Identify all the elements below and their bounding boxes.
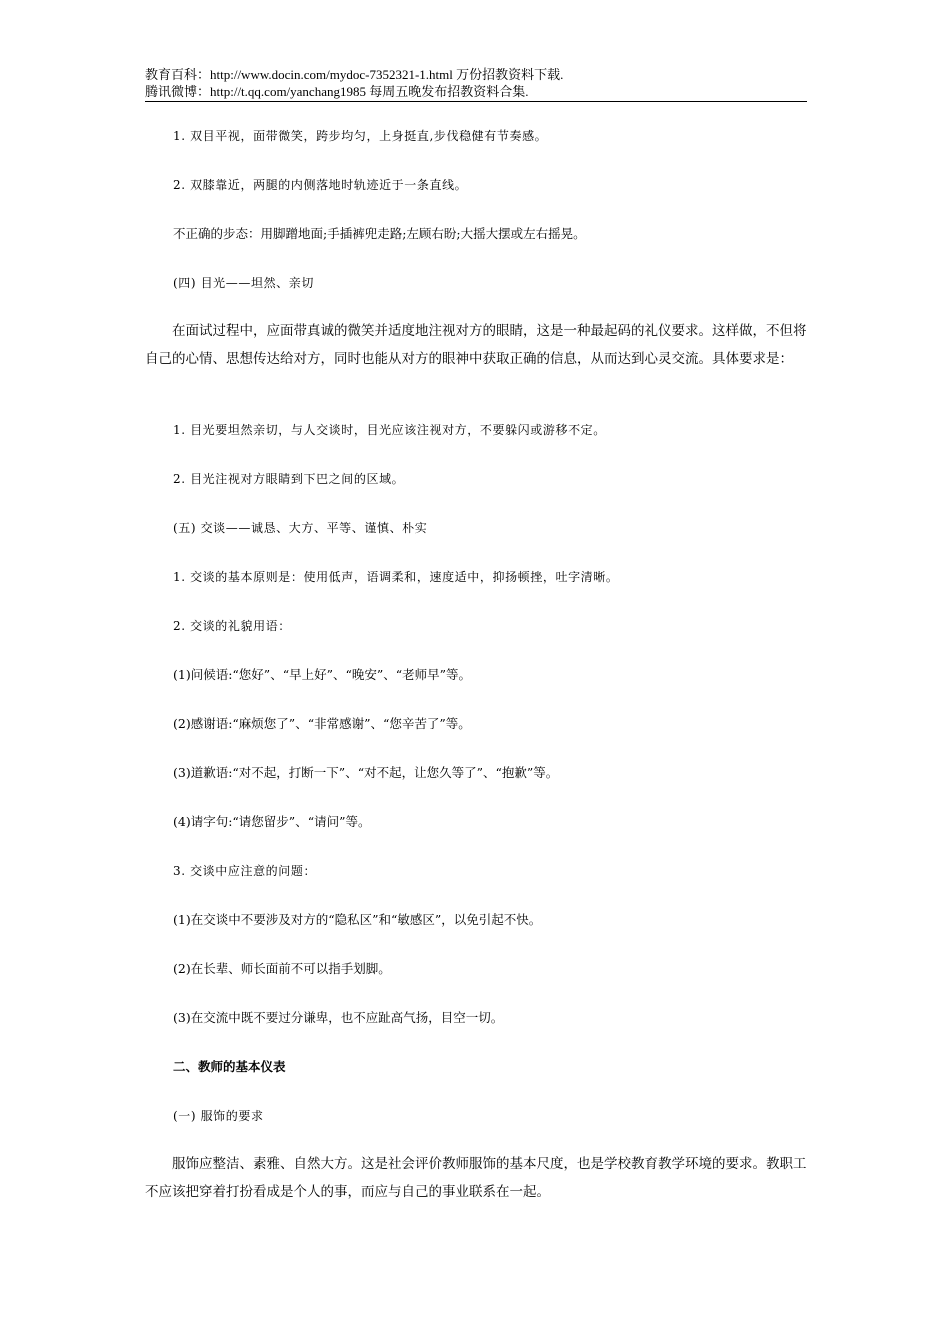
polite-phrase-3: (3)道歉语:“对不起，打断一下”、“对不起，让您久等了”、“抱歉”等。	[173, 765, 559, 780]
section-heading-appearance: 二、教师的基本仪表	[173, 1059, 286, 1074]
incorrect-gait: 不正确的步态：用脚蹭地面;手插裤兜走路;左顾右盼;大摇大摆或左右摇晃。	[173, 226, 586, 241]
gaze-paragraph: 在面试过程中，应面带真诚的微笑并适度地注视对方的眼睛，这是一种最起码的礼仪要求。这样做，不但将自己的心情、思想传达给对方，同时也能从对方的眼神中获取正确的信息，从而达到心灵交流。具体要求是：	[145, 323, 807, 367]
section-heading-gaze: (四) 目光——坦然、亲切	[173, 276, 314, 290]
conversation-principle: 1. 交谈的基本原则是：使用低声，语调柔和，速度适中，抑扬顿挫，吐字清晰。	[173, 570, 619, 584]
attention-issue-3: (3)在交流中既不要过分谦卑，也不应趾高气扬，目空一切。	[173, 1010, 504, 1025]
header-divider	[145, 101, 807, 102]
header-line-2: 腾讯微博：http://t.qq.com/yanchang1985 每周五晚发布招教资料合集.	[145, 84, 529, 99]
attention-issues-heading: 3. 交谈中应注意的问题：	[173, 864, 317, 878]
gaze-point-1: 1. 目光要坦然亲切，与人交谈时，目光应该注视对方，不要躲闪或游移不定。	[173, 423, 606, 437]
walk-point-2: 2. 双膝靠近，两腿的内侧落地时轨迹近于一条直线。	[173, 178, 468, 192]
attention-issue-1: (1)在交谈中不要涉及对方的“隐私区”和“敏感区”，以免引起不快。	[173, 912, 542, 927]
subsection-heading-dress: (一) 服饰的要求	[173, 1109, 264, 1123]
polite-phrases-heading: 2. 交谈的礼貌用语：	[173, 619, 291, 633]
walk-point-1: 1. 双目平视，面带微笑，跨步均匀，上身挺直,步伐稳健有节奏感。	[173, 129, 548, 143]
attention-issue-2: (2)在长辈、师长面前不可以指手划脚。	[173, 961, 391, 976]
page-header	[145, 66, 806, 100]
header-line-1: 教育百科：http://www.docin.com/mydoc-7352321-1.html 万份招教资料下载.	[145, 67, 564, 82]
polite-phrase-1: (1)问候语:“您好”、“早上好”、“晚安”、“老师早”等。	[173, 667, 472, 682]
polite-phrase-4: (4)请字句:“请您留步”、“请问”等。	[173, 814, 371, 829]
section-heading-conversation: (五) 交谈——诚恳、大方、平等、谨慎、朴实	[173, 521, 428, 535]
dress-paragraph: 服饰应整洁、素雅、自然大方。这是社会评价教师服饰的基本尺度，也是学校教育教学环境的要求。教职工不应该把穿着打扮看成是个人的事，而应与自己的事业联系在一起。	[145, 1156, 807, 1200]
polite-phrase-2: (2)感谢语:“麻烦您了”、“非常感谢”、“您辛苦了”等。	[173, 716, 471, 731]
gaze-point-2: 2. 目光注视对方眼睛到下巴之间的区域。	[173, 472, 405, 486]
